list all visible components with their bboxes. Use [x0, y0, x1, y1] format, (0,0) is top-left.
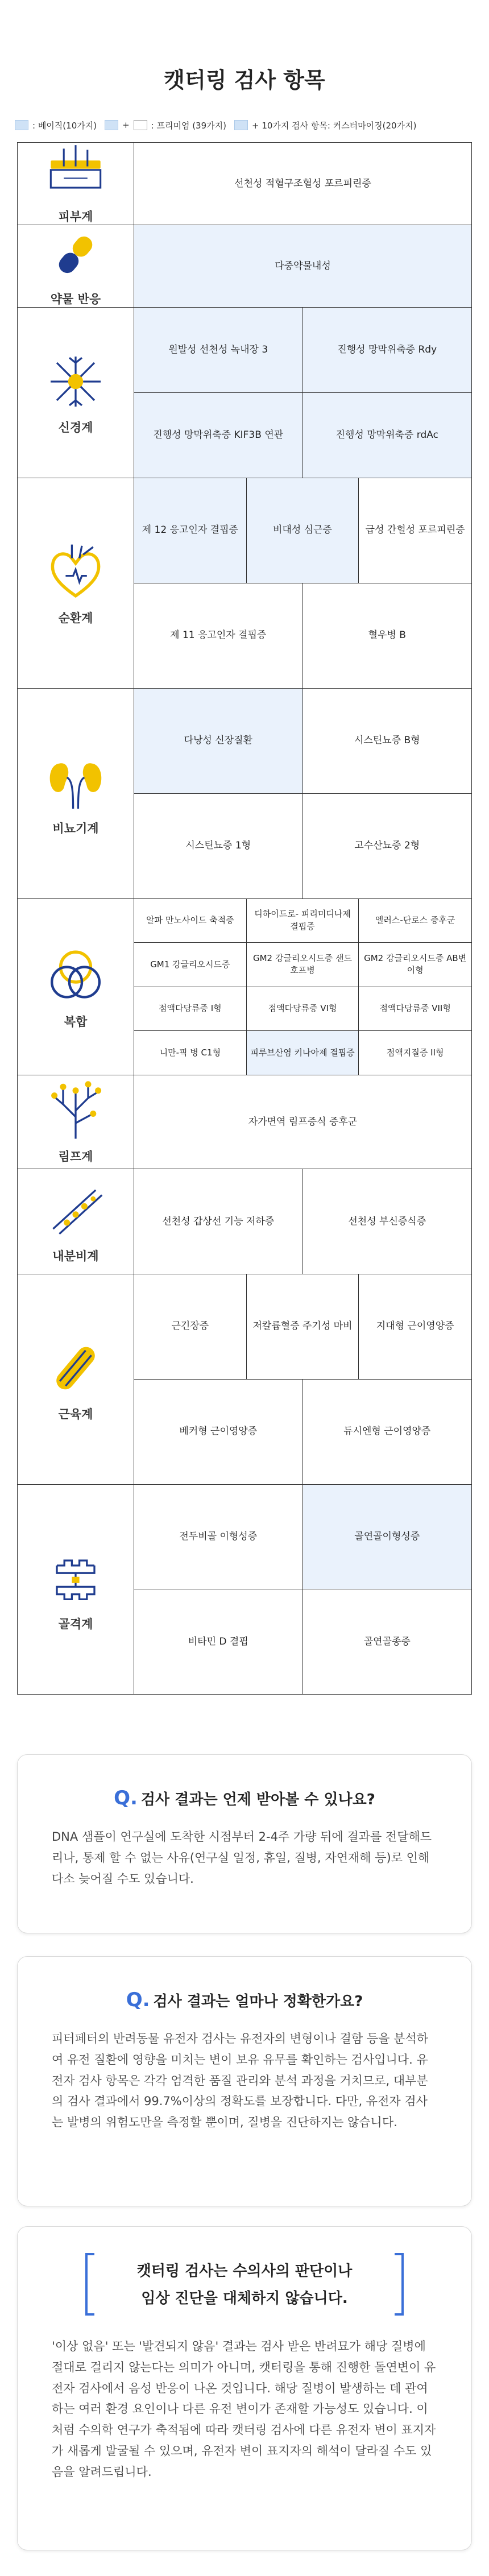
- category-complex: [18, 899, 134, 1075]
- venn-icon: [44, 945, 107, 1007]
- legend-plus: +: [122, 120, 130, 130]
- category-label: 피부계: [58, 210, 93, 223]
- category-label: 약물 반응: [50, 292, 101, 306]
- legend-swatch-custom: [234, 120, 248, 130]
- category-skeletal: [18, 1485, 134, 1694]
- legend: [0, 108, 489, 142]
- category-label: 순환계: [58, 611, 93, 625]
- test-item: 니만-픽 병 C1형: [134, 1031, 247, 1075]
- row-complex: [18, 899, 471, 1075]
- category-label: 비뇨기계: [52, 821, 99, 835]
- test-item: 엘러스-단로스 증후군: [359, 899, 471, 943]
- category-label: 근육계: [58, 1407, 93, 1421]
- test-items-table: [17, 142, 472, 1695]
- test-item: 진행성 망막위축증 KIF3B 연관: [134, 393, 303, 478]
- test-item: 골연골이형성증: [303, 1485, 472, 1589]
- bone-icon: [44, 1547, 107, 1609]
- skin-icon: [44, 143, 107, 202]
- category-lymph: [18, 1075, 134, 1169]
- legend-swatch-premium-b: [134, 120, 147, 130]
- row-skeletal: [18, 1485, 471, 1694]
- notice-card: [17, 2226, 472, 2550]
- test-item: 시스틴뇨증 B형: [303, 689, 472, 794]
- test-item: 시스틴뇨증 1형: [134, 794, 303, 899]
- q-mark: Q.: [114, 1787, 138, 1809]
- legend-swatch-premium-a: [105, 120, 118, 130]
- category-skin: [18, 143, 134, 225]
- row-drug: [18, 225, 471, 308]
- legend-custom: + 10가지 검사 항목: 커스터마이징(20가지): [251, 120, 417, 131]
- muscle-icon: [44, 1337, 107, 1399]
- test-item: 급성 간헐성 포르피린증: [359, 478, 471, 583]
- test-item: 선천성 부신증식증: [348, 1215, 426, 1227]
- legend-swatch-basic: [15, 120, 28, 130]
- test-item: 선천성 적혈구조혈성 포르피린증: [234, 177, 371, 189]
- kidney-icon: [44, 751, 107, 814]
- row-skin: [18, 143, 471, 225]
- test-item: 다낭성 신장질환: [134, 689, 303, 794]
- test-item: 고수산뇨증 2형: [354, 840, 420, 852]
- test-item: 진행성 망막위축증 Rdy: [303, 308, 472, 393]
- bracket-right: [395, 2253, 404, 2316]
- page-title: 캣터링 검사 항목: [164, 68, 325, 93]
- test-item: 진행성 망막위축증 rdAc: [303, 393, 472, 478]
- faq-answer: 피터페터의 반려동물 유전자 검사는 유전자의 변형이나 결함 등을 분석하여 유전 질환에 영향을 미치는 변이 보유 유무를 확인하는 검사입니다. 유전자 검사 항목은 각각 엄격한 품질 관리와 분석 과정을 거치므로, 대부분의 검사 결과에서 99.7%이상의 정확도를 보장합니다. 다만, 유전자 검사는 발병의 위험도만을 측정할 뿐이며, 질병을 진단하지는 않습니다.: [52, 2032, 428, 2129]
- faq-card-accuracy: [17, 1956, 472, 2206]
- row-endocrine: [18, 1169, 471, 1274]
- endocrine-icon: [44, 1179, 107, 1241]
- test-item: 선천성 갑상선 기능 저하증: [134, 1169, 303, 1274]
- category-label: 골격계: [58, 1617, 93, 1631]
- category-label: 신경계: [58, 420, 93, 434]
- faq-question: 검사 결과는 얼마나 정확한가요?: [153, 1993, 363, 2010]
- pill-icon: [44, 225, 107, 284]
- test-item: GM2 강글리오시드증 AB변이형: [359, 943, 471, 987]
- test-item: 피루브산염 키나아제 결핍증: [247, 1031, 359, 1075]
- test-item: 점액다당류증 VII형: [359, 987, 471, 1031]
- test-item: 점액다당류증 I형: [134, 987, 247, 1031]
- legend-basic: : 베이직(10가지): [32, 120, 97, 131]
- row-muscle: [18, 1274, 471, 1485]
- test-item: 점액다당류증 VI형: [247, 987, 359, 1031]
- test-item: 원발성 선천성 녹내장 3: [134, 308, 303, 393]
- legend-premium: : 프리미엄 (39가지): [151, 120, 226, 131]
- category-label: 복합: [64, 1014, 88, 1029]
- test-item: 점액지질증 II형: [386, 1047, 444, 1058]
- category-label: 림프계: [58, 1150, 93, 1163]
- category-urinary: [18, 689, 134, 898]
- test-item: 근긴장증: [134, 1274, 247, 1380]
- test-item: GM2 강글리오시드증 샌드호프병: [247, 943, 359, 987]
- bracket-left: [85, 2253, 94, 2316]
- test-item: 다중약물내성: [134, 225, 471, 307]
- category-circulatory: [18, 478, 134, 688]
- test-item: 자가면역 림프증식 증후군: [248, 1116, 358, 1128]
- faq-heading: [18, 1755, 471, 1809]
- category-nerve: [18, 308, 134, 478]
- row-nerve: [18, 308, 471, 478]
- test-item: 제 12 응고인자 결핍증: [134, 478, 247, 583]
- row-urinary: [18, 689, 471, 899]
- test-item: GM1 강글리오시드증: [134, 943, 247, 987]
- test-item: 비타민 D 결핍: [134, 1589, 303, 1694]
- test-item: 알파 만노사이드 축적증: [134, 899, 247, 943]
- category-endocrine: [18, 1169, 134, 1274]
- notice-line1: 캣터링 검사는 수의사의 판단이나: [136, 2263, 353, 2280]
- test-item: 전두비골 이형성증: [134, 1485, 303, 1589]
- test-item: 저칼륨혈증 주기성 마비: [247, 1274, 359, 1380]
- test-item: 듀시엔형 근이영양증: [343, 1426, 431, 1438]
- test-item: 혈우병 B: [368, 629, 406, 641]
- test-item: 지대형 근이영양증: [359, 1274, 471, 1380]
- neuron-icon: [44, 350, 107, 413]
- faq-answer: DNA 샘플이 연구실에 도착한 시점부터 2-4주 가량 뒤에 결과를 전달해드리나, 통제 할 수 없는 사유(연구실 일정, 휴일, 질병, 자연재해 등)로 인해 다소 늦어질 수도 있습니다.: [52, 1830, 432, 1886]
- row-lymph: [18, 1075, 471, 1169]
- faq-question: 검사 결과는 언제 받아볼 수 있나요?: [140, 1791, 375, 1808]
- test-item: 골연골종증: [363, 1635, 411, 1647]
- category-label: 내분비계: [52, 1249, 99, 1263]
- test-item: 제 11 응고인자 결핍증: [134, 583, 303, 689]
- category-muscle: [18, 1274, 134, 1484]
- faq-card-timing: [17, 1754, 472, 1933]
- lymph-icon: [44, 1079, 107, 1142]
- test-item: 디하이드로- 피리미디나제 결핍증: [247, 899, 359, 943]
- q-mark: Q.: [126, 1989, 150, 2011]
- notice-line2: 임상 진단을 대체하지 않습니다.: [141, 2290, 348, 2307]
- heart-icon: [44, 541, 107, 603]
- notice-body: '이상 없음' 또는 '발견되지 않음' 결과는 검사 받은 반려묘가 해당 질병에 절대로 걸리지 않는다는 의미가 아니며, 캣터링을 통해 진행한 돌연변이 유전자 검사에서 음성 반응이 나온 것입니다. 해당 질병이 발생하는 데 관여하는 여러 환경 요인이나 다른 유전 변이가 존재할 가능성도 있습니다. 이처럼 수의학 연구가 축적됨에 따라 캣터링 검사에 다른 유전자 변이 표지자가 새롭게 발굴될 수 있으며, 유전자 변이 표지자의 해석이 달라질 수도 있음을 알려드립니다.: [52, 2339, 436, 2479]
- row-circulatory: [18, 478, 471, 689]
- notice-heading: [85, 2253, 404, 2316]
- faq-heading: [18, 1957, 471, 2011]
- category-drug: [18, 225, 134, 307]
- test-item: 비대성 심근증: [247, 478, 359, 583]
- test-item: 베커형 근이영양증: [134, 1380, 303, 1485]
